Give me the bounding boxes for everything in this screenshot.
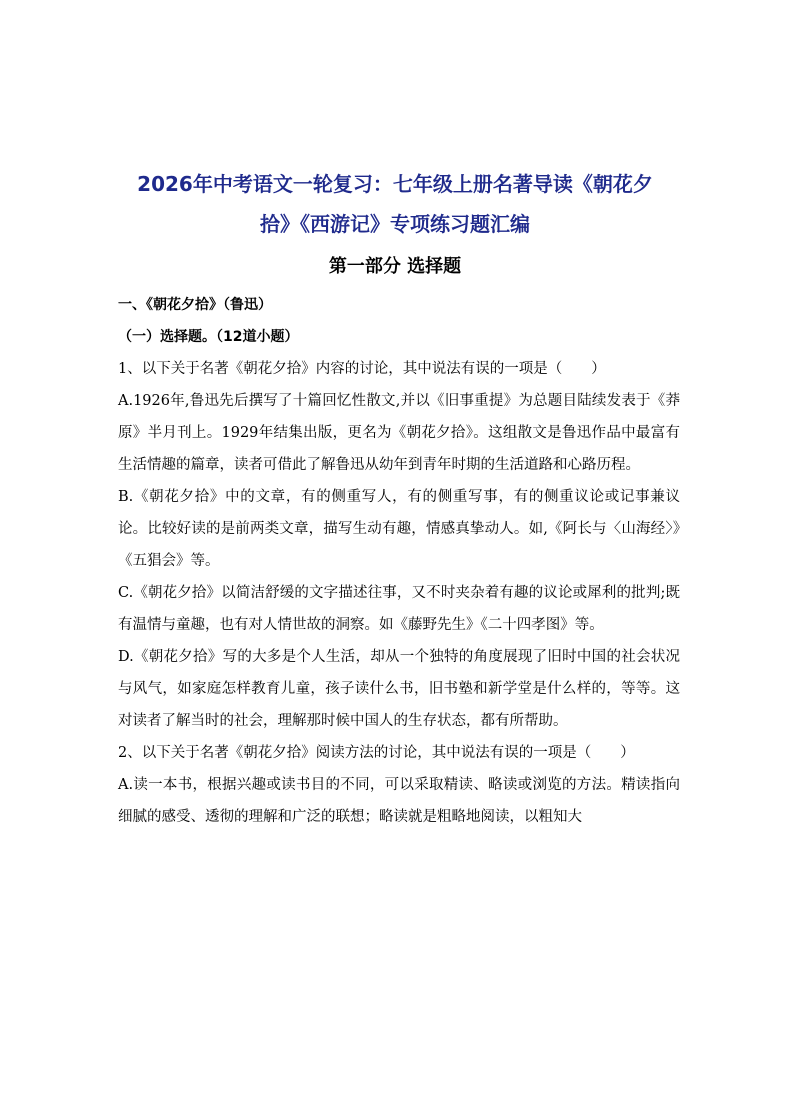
question-1-option-a: A.1926年,鲁迅先后撰写了十篇回忆性散文,并以《旧事重提》为总题目陆续发表于《莽原》半月刊上。1929年结集出版，更名为《朝花夕拾》。这组散文是鲁迅作品中最富有生活情趣的篇章，读者可借此了解鲁迅从幼年到青年时期的生活道路和心路历程。 xyxy=(118,393,680,473)
question-1-stem: 1、以下关于名著《朝花夕拾》内容的讨论，其中说法有误的一项是（ ） xyxy=(118,361,606,377)
question-1-option-d: D.《朝花夕拾》写的大多是个人生活，却从一个独特的角度展现了旧时中国的社会状况与风气，如家庭怎样教育儿童，孩子读什么书，旧书塾和新学堂是什么样的，等等。这对读者了解当时的社会，理解那时候中国人的生存状态，都有所帮助。 xyxy=(118,649,680,729)
question-1-option-b: B.《朝花夕拾》中的文章，有的侧重写人，有的侧重写事，有的侧重议论或记事兼议论。比较好读的是前两类文章，描写生动有趣，情感真挚动人。如,《阿长与〈山海经〉》《五猖会》等。 xyxy=(118,489,680,569)
subsection-heading: （一）选择题。（12道小题） xyxy=(118,329,299,345)
question-2-option-a: A.读一本书，根据兴趣或读书目的不同，可以采取精读、略读或浏览的方法。精读指向细腻的感受、透彻的理解和广泛的联想；略读就是粗略地阅读，以粗知大 xyxy=(118,777,680,825)
document-title-line-2: 拾》《西游记》专项练习题汇编 xyxy=(260,212,530,236)
question-1-option-c: C.《朝花夕拾》以简洁舒缓的文字描述往事，又不时夹杂着有趣的议论或犀利的批判;既有温情与童趣，也有对人情世故的洞察。如《藤野先生》《二十四孝图》等。 xyxy=(118,585,680,633)
document-title-line-1: 2026年中考语文一轮复习：七年级上册名著导读《朝花夕 xyxy=(137,172,653,196)
question-2-stem: 2、以下关于名著《朝花夕拾》阅读方法的讨论，其中说法有误的一项是（ ） xyxy=(118,745,635,761)
part-heading: 第一部分 选择题 xyxy=(328,256,462,277)
section-heading: 一、《朝花夕拾》（鲁迅） xyxy=(118,297,272,313)
document-body xyxy=(118,289,680,833)
